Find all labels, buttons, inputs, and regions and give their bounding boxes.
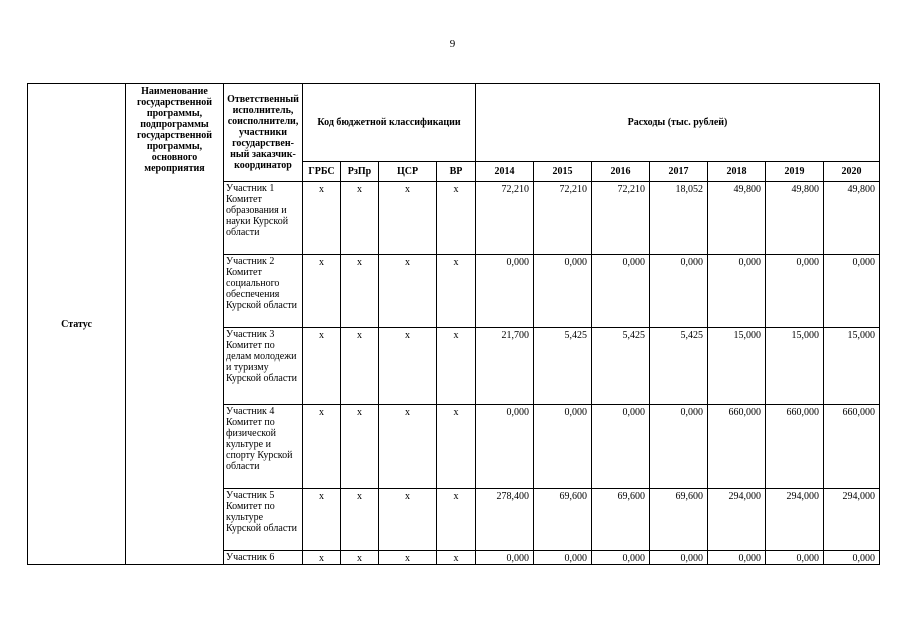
code-cell: х (379, 405, 437, 489)
expense-cell: 15,000 (708, 328, 766, 405)
code-cell: х (303, 405, 341, 489)
expense-cell: 0,000 (592, 405, 650, 489)
expense-cell: 0,000 (534, 255, 592, 328)
executor-cell: Участник 2 Комитет социального обеспечения Курской области (224, 255, 303, 328)
expense-cell: 69,600 (592, 489, 650, 551)
expense-cell: 0,000 (766, 551, 824, 565)
expense-cell: 0,000 (708, 551, 766, 565)
expense-cell: 294,000 (766, 489, 824, 551)
code-cell: х (379, 328, 437, 405)
expense-cell: 69,600 (534, 489, 592, 551)
code-header: РзПр (341, 162, 379, 182)
year-header: 2017 (650, 162, 708, 182)
code-header: ГРБС (303, 162, 341, 182)
executor-cell: Участник 6 (224, 551, 303, 565)
expense-cell: 15,000 (766, 328, 824, 405)
code-cell: х (303, 551, 341, 565)
code-cell: х (341, 551, 379, 565)
expense-cell: 0,000 (476, 405, 534, 489)
expense-cell: 5,425 (592, 328, 650, 405)
expense-cell: 0,000 (534, 551, 592, 565)
expense-cell: 18,052 (650, 182, 708, 255)
expense-cell: 0,000 (650, 405, 708, 489)
budget-table (27, 83, 880, 565)
year-header: 2018 (708, 162, 766, 182)
expense-cell: 278,400 (476, 489, 534, 551)
expense-cell: 49,800 (824, 182, 880, 255)
year-header: 2014 (476, 162, 534, 182)
program-name-header: Наименование государственной программы, подпрограммы государственной программы, основного мероприятия (126, 84, 224, 565)
code-cell: х (437, 551, 476, 565)
year-header: 2019 (766, 162, 824, 182)
expense-cell: 0,000 (708, 255, 766, 328)
expense-cell: 72,210 (592, 182, 650, 255)
expense-cell: 0,000 (534, 405, 592, 489)
code-cell: х (437, 182, 476, 255)
code-cell: х (379, 255, 437, 328)
expense-cell: 294,000 (708, 489, 766, 551)
expense-cell: 0,000 (592, 551, 650, 565)
year-header: 2015 (534, 162, 592, 182)
code-cell: х (303, 328, 341, 405)
code-cell: х (379, 182, 437, 255)
budget-code-header: Код бюджетной классификации (303, 84, 476, 162)
expense-cell: 49,800 (766, 182, 824, 255)
expense-cell: 0,000 (650, 551, 708, 565)
code-cell: х (437, 489, 476, 551)
status-header: Статус (28, 84, 126, 565)
expense-cell: 0,000 (824, 255, 880, 328)
page-number: 9 (449, 38, 456, 50)
expense-cell: 0,000 (824, 551, 880, 565)
executor-cell: Участник 3 Комитет по делам молодежи и туризму Курской области (224, 328, 303, 405)
executor-header: Ответственный исполнитель, соисполнители, участники государствен-ный заказчик-координатор (224, 84, 303, 182)
code-cell: х (303, 489, 341, 551)
executor-cell: Участник 4 Комитет по физической культуре и спорту Курской области (224, 405, 303, 489)
code-header: ВР (437, 162, 476, 182)
code-cell: х (379, 551, 437, 565)
expense-cell: 72,210 (476, 182, 534, 255)
expenses-header: Расходы (тыс. рублей) (476, 84, 880, 162)
code-cell: х (437, 405, 476, 489)
code-cell: х (341, 489, 379, 551)
expense-cell: 0,000 (476, 551, 534, 565)
year-header: 2016 (592, 162, 650, 182)
executor-cell: Участник 5 Комитет по культуре Курской области (224, 489, 303, 551)
expense-cell: 15,000 (824, 328, 880, 405)
expense-cell: 69,600 (650, 489, 708, 551)
code-cell: х (303, 182, 341, 255)
code-cell: х (303, 255, 341, 328)
expense-cell: 0,000 (592, 255, 650, 328)
executor-cell: Участник 1 Комитет образования и науки Курской области (224, 182, 303, 255)
code-header: ЦСР (379, 162, 437, 182)
expense-cell: 660,000 (766, 405, 824, 489)
expense-cell: 72,210 (534, 182, 592, 255)
code-cell: х (341, 255, 379, 328)
code-cell: х (341, 182, 379, 255)
expense-cell: 5,425 (650, 328, 708, 405)
year-header: 2020 (824, 162, 880, 182)
code-cell: х (341, 405, 379, 489)
expense-cell: 5,425 (534, 328, 592, 405)
code-cell: х (437, 255, 476, 328)
expense-cell: 0,000 (650, 255, 708, 328)
expense-cell: 0,000 (476, 255, 534, 328)
expense-cell: 0,000 (766, 255, 824, 328)
code-cell: х (379, 489, 437, 551)
expense-cell: 21,700 (476, 328, 534, 405)
expense-cell: 660,000 (824, 405, 880, 489)
code-cell: х (437, 328, 476, 405)
expense-cell: 294,000 (824, 489, 880, 551)
expense-cell: 660,000 (708, 405, 766, 489)
code-cell: х (341, 328, 379, 405)
expense-cell: 49,800 (708, 182, 766, 255)
